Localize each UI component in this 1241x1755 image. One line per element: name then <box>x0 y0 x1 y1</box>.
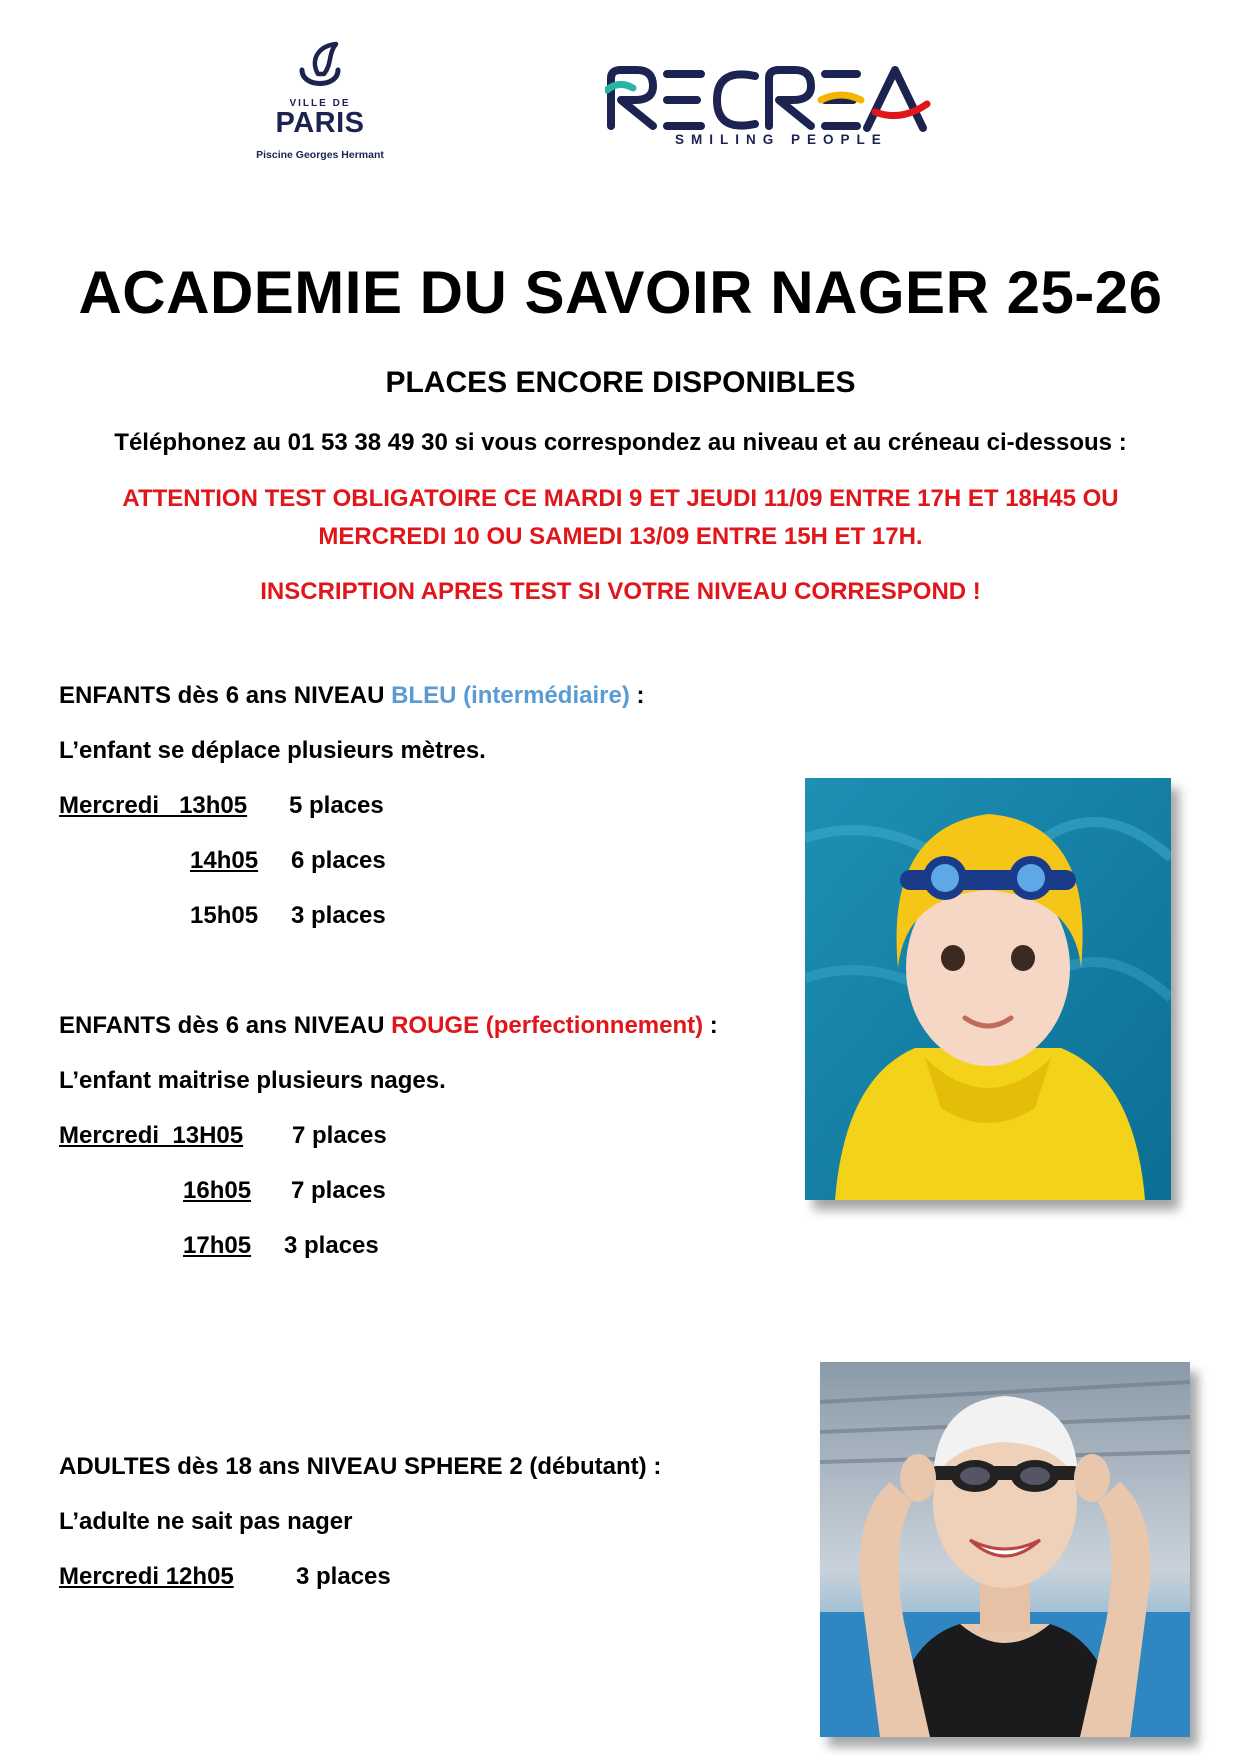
section-adultes-heading: ADULTES dès 18 ans NIVEAU SPHERE 2 (débutant) : <box>59 1453 662 1480</box>
ville-de-text: VILLE DE <box>289 98 351 109</box>
time-slot: 15h05 <box>190 902 259 929</box>
pool-name: Piscine Georges Hermant <box>256 149 384 161</box>
ville-de-paris-logo <box>240 40 400 170</box>
adult-swimmer-photo <box>820 1362 1190 1737</box>
recrea-logo <box>605 66 935 156</box>
section-rouge-description: L’enfant maitrise plusieurs nages. <box>59 1067 446 1094</box>
heading-prefix: ENFANTS dès 6 ans NIVEAU <box>59 682 392 709</box>
heading-prefix: ENFANTS dès 6 ans NIVEAU <box>59 1012 392 1039</box>
places-count: 3 places <box>296 1563 391 1590</box>
section-adultes-description: L’adulte ne sait pas nager <box>59 1508 353 1535</box>
section-rouge-heading <box>59 1010 718 1042</box>
level-rouge: ROUGE (perfectionnement) <box>391 1012 704 1039</box>
child-swimmer-photo <box>805 778 1171 1200</box>
places-count: 7 places <box>292 1122 387 1149</box>
places-count: 7 places <box>291 1177 386 1204</box>
phone-instruction: Téléphonez au 01 53 38 49 30 si vous correspondez au niveau et au créneau ci-dessous : <box>114 429 1127 456</box>
page-title: ACADEMIE DU SAVOIR NAGER 25-26 <box>78 259 1163 326</box>
warning-line-2: MERCREDI 10 OU SAMEDI 13/09 ENTRE 15H ET 17H. <box>318 523 923 550</box>
schedule-row: Mercredi 12h05 <box>59 1563 234 1590</box>
places-count: 5 places <box>289 792 384 819</box>
schedule-row <box>59 1120 243 1152</box>
places-count: 6 places <box>291 847 386 874</box>
paris-ship-icon <box>288 40 352 96</box>
places-count: 3 places <box>291 902 386 929</box>
section-bleu-description: L’enfant se déplace plusieurs mètres. <box>59 737 486 764</box>
heading-suffix: : <box>703 1012 718 1039</box>
day-label: Mercredi 13h05 <box>59 792 248 819</box>
time-slot: 16h05 <box>183 1177 252 1204</box>
time-slot: 14h05 <box>190 847 259 874</box>
adult-swimmer-image <box>820 1362 1190 1737</box>
paris-text: PARIS <box>275 107 365 139</box>
inscription-notice: INSCRIPTION APRES TEST SI VOTRE NIVEAU CORRESPOND ! <box>260 578 981 605</box>
time-slot: 17h05 <box>183 1232 252 1259</box>
schedule-row <box>59 790 247 822</box>
test-warning <box>0 480 1241 556</box>
day-label: Mercredi 13H05 <box>59 1122 244 1149</box>
heading-suffix: : <box>629 682 645 709</box>
recrea-wordmark-icon <box>605 66 935 136</box>
level-bleu: BLEU (intermédiaire) <box>391 682 630 709</box>
section-bleu-heading <box>59 680 644 712</box>
recrea-tagline: SMILING PEOPLE <box>675 132 888 147</box>
warning-line-1: ATTENTION TEST OBLIGATOIRE CE MARDI 9 ET JEUDI 11/09 ENTRE 17H ET 18H45 OU <box>122 485 1119 512</box>
places-count: 3 places <box>284 1232 379 1259</box>
subtitle: PLACES ENCORE DISPONIBLES <box>385 366 856 399</box>
child-swimmer-image <box>805 778 1171 1200</box>
